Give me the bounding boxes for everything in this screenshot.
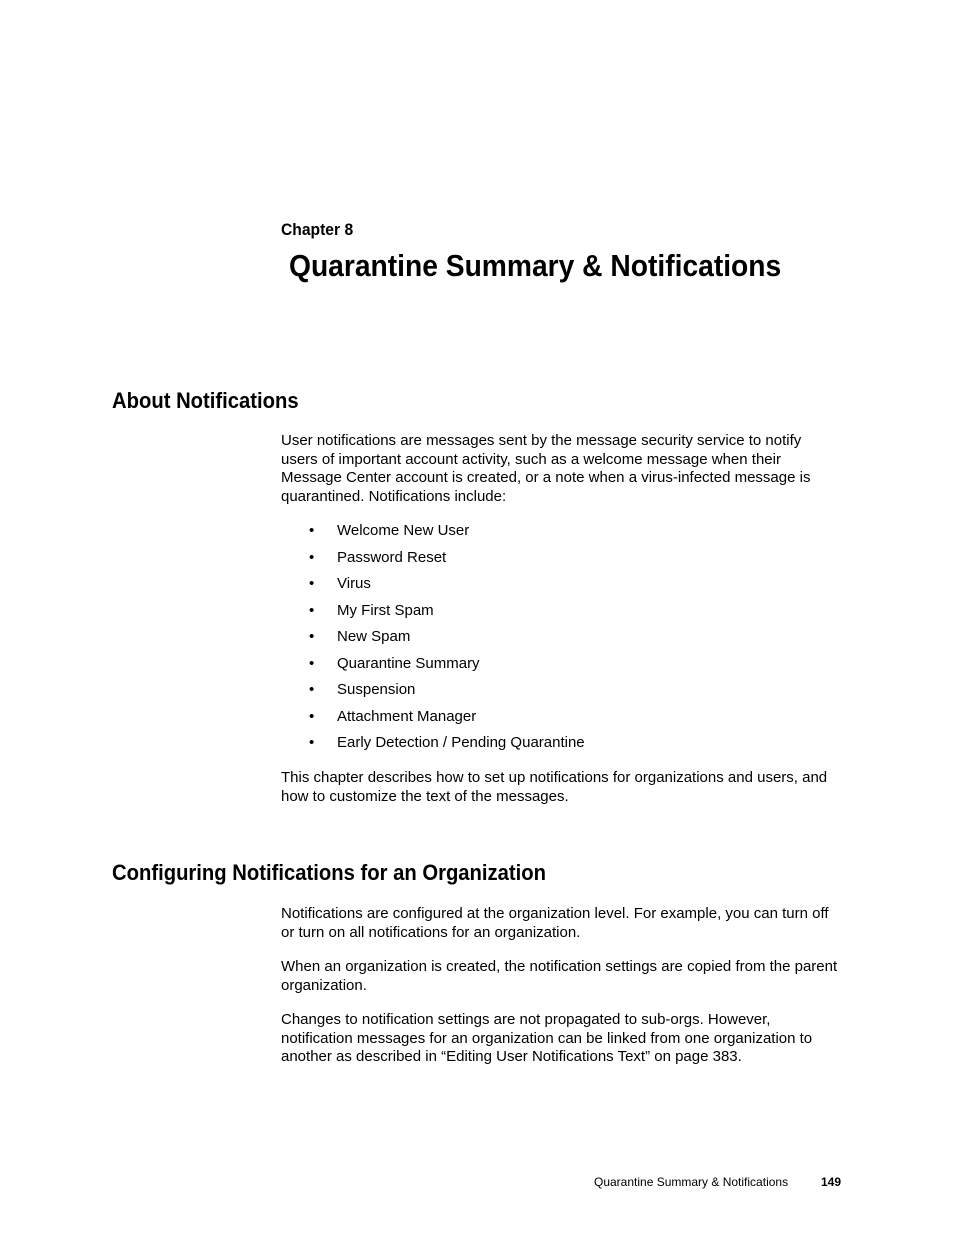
bullet-icon: • xyxy=(309,654,315,672)
configuring-paragraph-1: Notifications are configured at the organization level. For example, you can turn off or turn on all notifications for an organization. xyxy=(281,905,829,941)
configuring-paragraph-2: When an organization is created, the notification settings are copied from the parent organization. xyxy=(281,958,838,994)
bullet-icon: • xyxy=(309,681,315,698)
section-heading-configuring: Configuring Notifications for an Organization xyxy=(112,860,547,885)
about-intro-paragraph: User notifications are messages sent by the message security service to notify users of important account activity, such as a welcome message when their Message Center account is created, or a note when a virus-infected message is quarantined. Notifications include: xyxy=(281,432,811,505)
bullet-icon: • xyxy=(309,601,315,619)
configuring-paragraph-3: Changes to notification settings are not propagated to sub-orgs. However, notification messages for an organization can be linked from one organization to another as described in “Editing User Notifications Text” on page 383. xyxy=(281,1011,813,1066)
footer-page-number: 149 xyxy=(821,1175,842,1189)
section-heading-about: About Notifications xyxy=(112,388,299,413)
bullet-icon: • xyxy=(309,734,315,751)
bullet-icon: • xyxy=(309,522,315,539)
bullet-icon: • xyxy=(309,628,315,645)
chapter-title: Quarantine Summary & Notifications xyxy=(289,248,782,283)
about-outro-paragraph: This chapter describes how to set up notifications for organizations and users, and how to customize the text of the messages. xyxy=(281,769,828,805)
footer-running-title: Quarantine Summary & Notifications xyxy=(594,1175,789,1189)
bullet-icon: • xyxy=(309,707,315,725)
bullet-icon: • xyxy=(309,575,315,592)
chapter-label: Chapter 8 xyxy=(281,220,354,239)
bullet-icon: • xyxy=(309,548,315,566)
